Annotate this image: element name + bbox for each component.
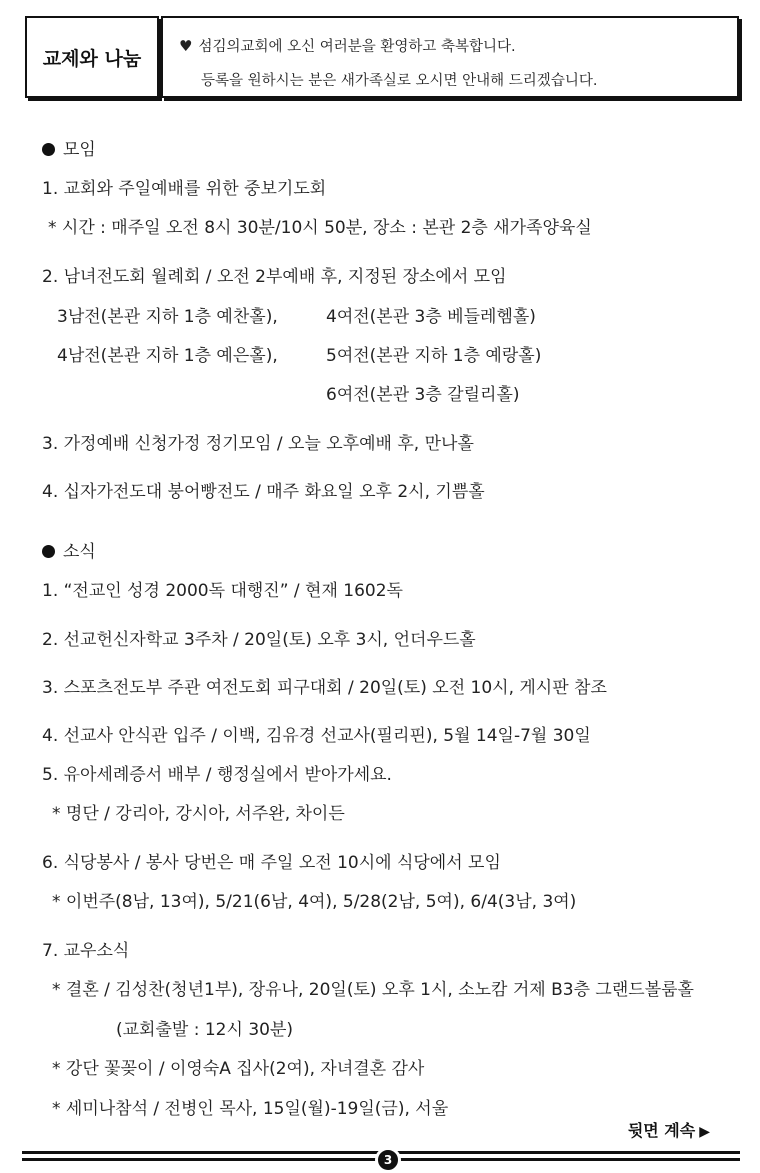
news-item-5-detail: * 명단 / 강리아, 강시아, 서주완, 차이든	[52, 804, 345, 824]
page-number: 3	[375, 1147, 401, 1173]
meeting-location: 6여전(본관 3층 갈릴리홀)	[326, 385, 520, 405]
news-item-7-flowers: * 강단 꽃꽂이 / 이영숙A 집사(2여), 자녀결혼 감사	[52, 1059, 425, 1079]
meeting-item-1: 1. 교회와 주일예배를 위한 중보기도회	[42, 179, 327, 199]
meeting-item-1-detail: * 시간 : 매주일 오전 8시 30분/10시 50분, 장소 : 본관 2층 새가족양육실	[48, 218, 592, 238]
news-item-1: 1. “전교인 성경 2000독 대행진” / 현재 1602독	[42, 581, 403, 601]
bullet-icon	[42, 545, 55, 558]
bullet-icon	[42, 143, 55, 156]
news-item-5: 5. 유아세례증서 배부 / 행정실에서 받아가세요.	[42, 765, 392, 785]
welcome-line-2: 등록을 원하시는 분은 새가족실로 오시면 안내해 드리겠습니다.	[201, 73, 598, 89]
heart-icon: ♥	[179, 37, 193, 55]
meetings-heading: 모임	[42, 139, 96, 161]
meeting-item-4: 4. 십자가전도대 붕어빵전도 / 매주 화요일 오후 2시, 기쁨홀	[42, 482, 485, 502]
meeting-location: 4여전(본관 3층 베들레헴홀)	[326, 307, 536, 327]
news-item-7-wedding-note: (교회출발 : 12시 30분)	[116, 1020, 293, 1040]
news-item-2: 2. 선교헌신자학교 3주차 / 20일(토) 오후 3시, 언더우드홀	[42, 630, 476, 650]
section-title: 교제와 나눔	[25, 16, 159, 98]
continue-on-back: 뒷면 계속 ▶	[627, 1121, 710, 1140]
news-heading: 소식	[42, 541, 96, 563]
meeting-item-2: 2. 남녀전도회 월례회 / 오전 2부예배 후, 지정된 장소에서 모임	[42, 267, 507, 287]
news-item-7-seminar: * 세미나참석 / 전병인 목사, 15일(월)-19일(금), 서울	[52, 1099, 449, 1119]
meeting-location: 4남전(본관 지하 1층 예은홀),	[57, 346, 278, 366]
news-item-7: 7. 교우소식	[42, 941, 130, 961]
meeting-location: 3남전(본관 지하 1층 예찬홀),	[57, 307, 278, 327]
news-item-6: 6. 식당봉사 / 봉사 당번은 매 주일 오전 10시에 식당에서 모임	[42, 853, 501, 873]
news-item-6-detail: * 이번주(8남, 13여), 5/21(6남, 4여), 5/28(2남, 5여), 6/4(3남, 3여)	[52, 892, 577, 912]
meeting-item-3: 3. 가정예배 신청가정 정기모임 / 오늘 오후예배 후, 만나홀	[42, 434, 474, 454]
welcome-notice	[161, 16, 739, 98]
news-item-4: 4. 선교사 안식관 입주 / 이백, 김유경 선교사(필리핀), 5월 14일-7월 30일	[42, 726, 591, 746]
news-item-7-wedding: * 결혼 / 김성찬(청년1부), 장유나, 20일(토) 오후 1시, 소노캄 거제 B3층 그랜드볼룸홀	[52, 980, 694, 1000]
news-item-3: 3. 스포츠전도부 주관 여전도회 피구대회 / 20일(토) 오전 10시, 게시판 참조	[42, 678, 607, 698]
meeting-location: 5여전(본관 지하 1층 예랑홀)	[326, 346, 542, 366]
welcome-line-1: ♥ 섬김의교회에 오신 여러분을 환영하고 축복합니다.	[179, 37, 516, 55]
play-arrow-icon: ▶	[699, 1124, 710, 1140]
